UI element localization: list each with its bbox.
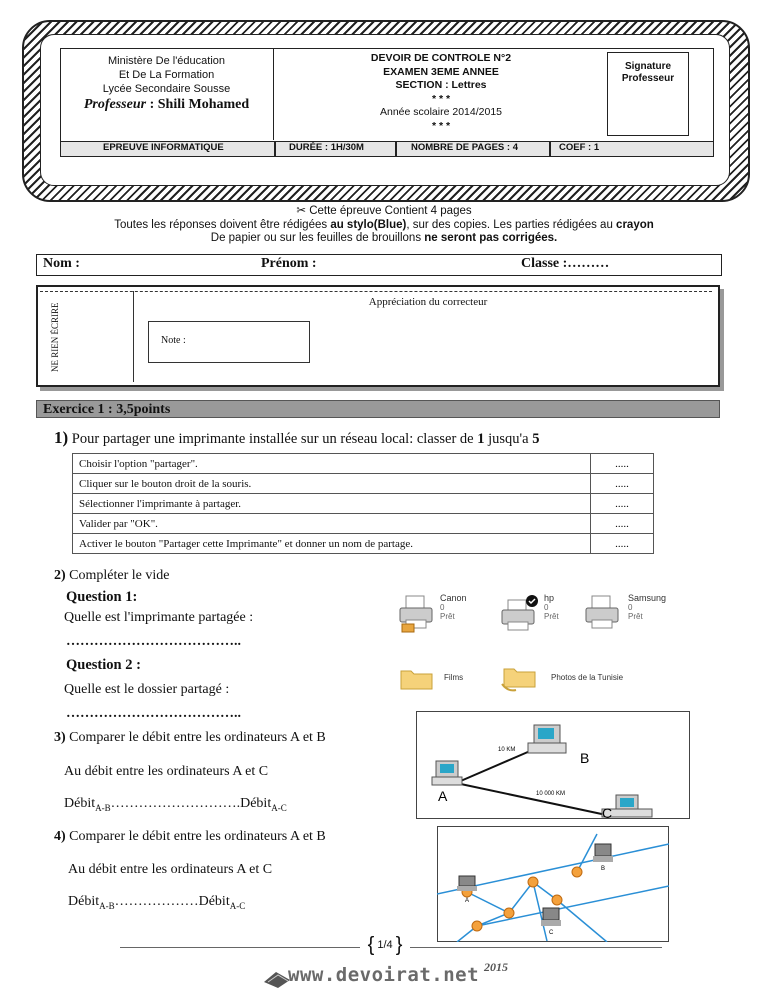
router-node: [504, 908, 514, 918]
table-row: Sélectionner l'imprimante à partager. .....: [73, 494, 654, 514]
question-2-blank[interactable]: ………………………………..: [66, 706, 241, 721]
step-answer-cell[interactable]: .....: [591, 534, 654, 554]
question-4-answer[interactable]: Débit$_{A-B}$………………Débit$_{A-C}$: [68, 894, 246, 911]
ministry-line: Ministère De l'éducation: [107, 55, 226, 67]
question-4-line2: Au débit entre les ordinateurs A et C: [68, 862, 273, 877]
svg-text:C: C: [602, 805, 613, 819]
network-diagram-routers: [437, 826, 669, 942]
computer-b-icon: [593, 844, 613, 862]
prenom-label: Prénom :: [261, 256, 317, 271]
appreciation-label: Appréciation du correcteur: [368, 296, 488, 308]
question-3-answer[interactable]: Débit$_{A-B}$……………………….Débit$_{A-C}$: [64, 796, 287, 813]
svg-text:B: B: [601, 866, 606, 872]
scissors-icon: ✂: [296, 205, 307, 217]
header-school-info: [60, 48, 274, 140]
step-answer-cell[interactable]: .....: [591, 454, 654, 474]
router-node: [552, 895, 562, 905]
svg-text:C: C: [549, 930, 554, 936]
ne-rien-ecrire-label: NE RIEN ÉCRIRE: [50, 302, 60, 372]
question-2-text: 2) Compléter le vide: [54, 568, 170, 583]
svg-text:B: B: [580, 750, 590, 766]
note-box: Note :: [148, 321, 310, 363]
dashed-divider: [40, 291, 712, 292]
computer-c-icon: [541, 908, 561, 926]
printer-icon: [398, 594, 434, 634]
table-row: Activer le bouton "Partager cette Imprimante" et donner un nom de partage. .....: [73, 534, 654, 554]
svg-text:10 KM: 10 KM: [498, 747, 516, 753]
printer-icon: [584, 594, 620, 634]
signature-box: Signature Professeur: [607, 52, 689, 136]
router-node: [472, 921, 482, 931]
question-2-title: Question 2 :: [66, 657, 141, 673]
question-1-text: 1) Pour partager une imprimante installée sur un réseau local: classer de 1 jusqu'a 5: [54, 428, 540, 447]
folders-panel: Films Photos de la Tunisie: [400, 664, 700, 694]
shared-folder-icon: [500, 664, 540, 692]
professor-line: Professeur : Shili Mohamed: [83, 97, 250, 112]
scissors-line: ✂ Cette épreuve Contient 4 pages: [296, 205, 472, 217]
question-1-blank[interactable]: ………………………………..: [66, 634, 241, 649]
student-info-bar: [36, 254, 722, 276]
router-node: [528, 877, 538, 887]
computer-a-icon: [432, 761, 462, 785]
step-answer-cell[interactable]: .....: [591, 494, 654, 514]
folder-icon: [400, 666, 434, 690]
printer-shared-icon: [500, 594, 540, 634]
question-1-prompt: Quelle est l'imprimante partagée :: [64, 610, 254, 625]
svg-text:A: A: [465, 898, 470, 904]
formation-line: Et De La Formation: [118, 69, 215, 81]
step-answer-cell[interactable]: .....: [591, 474, 654, 494]
question-2-prompt: Quelle est le dossier partagé :: [64, 682, 230, 697]
footer-logo: www.devoirat.net 2015: [262, 962, 542, 992]
question-3-line2: Au débit entre les ordinateurs A et C: [64, 764, 269, 779]
exercise-title: Exercice 1 : 3,5points: [36, 400, 720, 418]
table-row: Choisir l'option "partager". .....: [73, 454, 654, 474]
footer-rule-left: [120, 947, 360, 948]
nom-label: Nom :: [43, 256, 80, 271]
school-line: Lycée Secondaire Sousse: [102, 83, 231, 95]
computer-b-icon: [528, 725, 566, 753]
exam-info-strip: EPREUVE INFORMATIQUE DURÉE : 1H/30M NOMBRE DE PAGES : 4 COEF : 1: [60, 141, 714, 157]
table-row: Cliquer sur le bouton droit de la souris. .....: [73, 474, 654, 494]
computer-a-icon: [457, 876, 477, 891]
instructions: ✂ Cette épreuve Contient 4 pages Toutes les réponses doivent être rédigées au stylo(Blue), sur des copies. Les parties rédigées au crayon De papier ou sur les feuilles de brouillons ne seront pas corrigées.: [40, 205, 728, 246]
table-row: Valider par "OK". .....: [73, 514, 654, 534]
footer-rule-right: [410, 947, 662, 948]
classe-label: Classe :………: [521, 256, 610, 271]
question-3-text: 3) Comparer le débit entre les ordinateurs A et B: [54, 730, 326, 745]
question-4-text: 4) Comparer le débit entre les ordinateurs A et B: [54, 829, 326, 844]
svg-text:10 000 KM: 10 000 KM: [536, 791, 566, 797]
step-answer-cell[interactable]: .....: [591, 514, 654, 534]
router-node: [572, 867, 582, 877]
exam-title-block: DEVOIR DE CONTROLE N°2 EXAMEN 3EME ANNEE SECTION : Lettres * * * Année scolaire 2014/2015 * * *: [370, 52, 512, 132]
svg-text:A: A: [438, 788, 448, 804]
steps-table: [72, 453, 654, 554]
printers-panel: Canon 0 Prêt hp 0 Prêt Samsung 0 Prêt: [398, 590, 698, 640]
network-diagram-distance: [416, 711, 690, 819]
question-1-title: Question 1:: [66, 589, 138, 605]
page-number: { 1/4 }: [367, 934, 403, 956]
